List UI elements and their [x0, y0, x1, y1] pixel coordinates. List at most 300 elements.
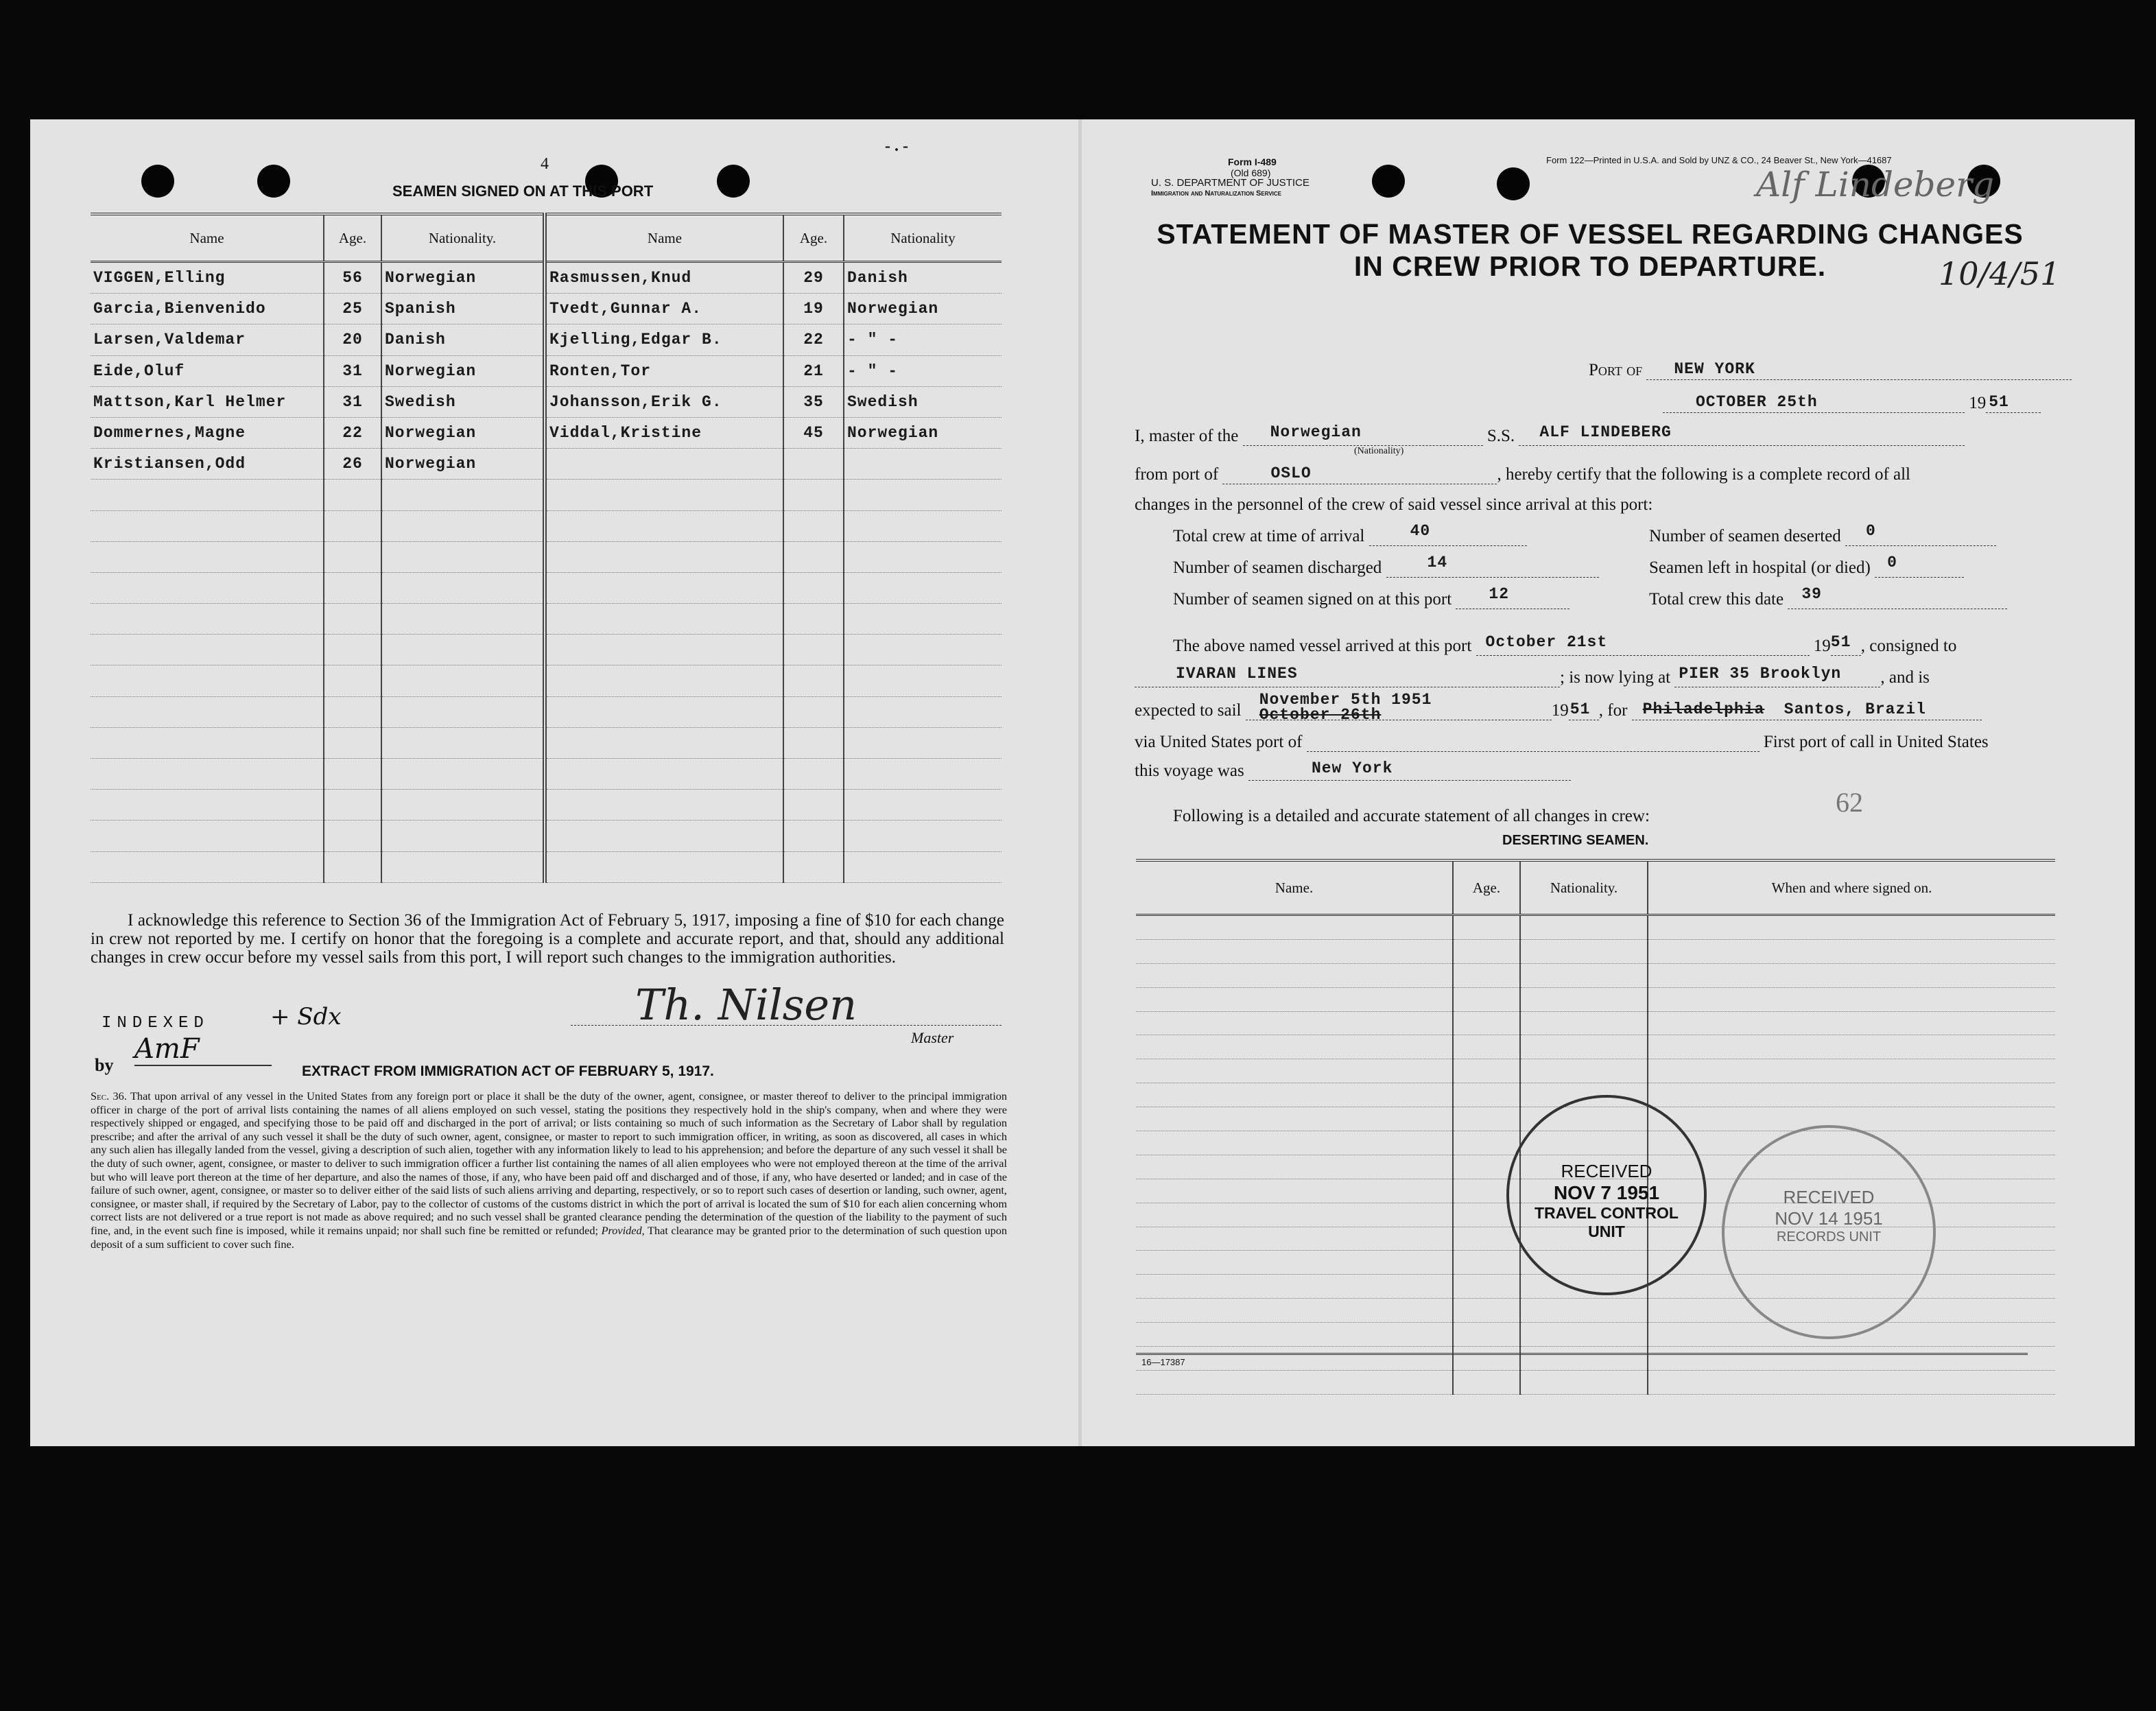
table-row-empty	[1136, 987, 2055, 1011]
footer-code: 16—17387	[1141, 1357, 1185, 1367]
certify-text: , hereby certify that the following is a complete record of all	[1497, 465, 1911, 484]
empty-cell	[545, 480, 783, 510]
table-row-empty	[91, 604, 1002, 635]
seaman-name: Johansson,Erik G.	[545, 386, 783, 417]
empty-cell	[545, 510, 783, 541]
empty-cell	[844, 727, 1002, 758]
seaman-nationality: Swedish	[381, 386, 545, 417]
seaman-name: Garcia,Bienvenido	[91, 294, 324, 324]
empty-cell	[783, 635, 844, 665]
empty-cell	[783, 541, 844, 572]
table-row-empty	[91, 696, 1002, 727]
port-of-label: Port of	[1589, 361, 1643, 379]
form-title-line-1: STATEMENT OF MASTER OF VESSEL REGARDING CHANGES	[1157, 218, 2024, 250]
arrived-label: The above named vessel arrived at this port	[1173, 637, 1472, 655]
seaman-nationality: Norwegian	[844, 417, 1002, 448]
empty-cell	[545, 727, 783, 758]
sail-year-prefix: 19	[1551, 701, 1569, 720]
empty-cell	[381, 604, 545, 635]
empty-cell	[324, 665, 381, 696]
seaman-age: 26	[324, 449, 381, 480]
empty-cell	[381, 696, 545, 727]
seaman-nationality	[844, 449, 1002, 480]
consignee-field	[1135, 665, 1560, 687]
via-label: via United States port of	[1135, 733, 1303, 751]
empty-cell	[844, 635, 1002, 665]
acknowledgement-text: I acknowledge this reference to Section 36 of the Immigration Act of February 5, 1917, imposing a fine of $10 for each change in crew not reported by me. I certify on honor that the foregoing is a complete and accurate report, and that, should any additional changes in crew occur before my vessel sails from this port, I will report such changes to the immigration authorities.	[91, 911, 1004, 967]
page-fold	[1078, 119, 1082, 1446]
nationality-caption: (Nationality)	[1354, 446, 1404, 456]
table-row-empty	[91, 759, 1002, 790]
column-header: Name	[91, 214, 324, 262]
empty-cell	[381, 851, 545, 882]
empty-cell	[1453, 1107, 1520, 1131]
arrived-year-value: 51	[1830, 633, 1851, 651]
empty-cell	[783, 821, 844, 851]
seaman-age	[783, 449, 844, 480]
table-row-empty	[91, 572, 1002, 603]
column-header: Nationality.	[381, 214, 545, 262]
empty-cell	[844, 510, 1002, 541]
punch-hole	[141, 165, 174, 198]
seaman-name: Dommernes,Magne	[91, 417, 324, 448]
empty-cell	[844, 821, 1002, 851]
total-crew-arrival-label: Total crew at time of arrival	[1173, 527, 1365, 545]
empty-cell	[545, 541, 783, 572]
master-of-the-label: I, master of the	[1135, 427, 1239, 445]
total-crew-date-value: 39	[1801, 585, 1822, 603]
table-row-empty	[1136, 963, 2055, 987]
deserting-title: DESERTING SEAMEN.	[1502, 833, 1649, 848]
seaman-nationality: Danish	[844, 262, 1002, 294]
empty-cell	[844, 480, 1002, 510]
empty-cell	[1648, 1011, 2055, 1035]
seaman-nationality: - " -	[844, 324, 1002, 355]
empty-cell	[1136, 1107, 1453, 1131]
empty-cell	[381, 480, 545, 510]
via-line	[1135, 733, 1989, 752]
empty-cell	[381, 572, 545, 603]
deserted-value: 0	[1866, 522, 1876, 540]
discharged-label: Number of seamen discharged	[1173, 558, 1382, 577]
date-line	[1663, 394, 2041, 413]
empty-cell	[91, 821, 324, 851]
discharged-field	[1386, 554, 1599, 578]
empty-cell	[1136, 1059, 1453, 1083]
empty-cell	[1520, 987, 1648, 1011]
empty-cell	[1136, 1083, 1453, 1107]
empty-cell	[1453, 1370, 1520, 1394]
table-row-empty	[91, 665, 1002, 696]
empty-cell	[1136, 939, 1453, 963]
hospital-field	[1875, 554, 1964, 578]
ship-name-field	[1519, 423, 1965, 446]
port-of-value: NEW YORK	[1674, 360, 1755, 378]
sail-year-value: 51	[1569, 700, 1591, 718]
section-36-body: That upon arrival of any vessel in the United States from any foreign port or place it shall be the duty of the owner, agent, consignee, or master thereof to deliver to the principal immigration officer in charge of the port of arrival lists containing the names of all aliens employed on such vessel, stating the positions they respectively hold in the ship's company, when and where they were respectively shipped or engaged, and specifying those to be paid off and discharged in the port of arrival; or lists containing so much of such information as the Secretary of Labor shall by regulation prescribe; and after the arrival of any such vessel it shall be the duty of such owner, agent, consignee, or master to report to such immigration officer, in writing, as soon as discovered, all cases in which any such alien has illegally landed from the vessel, giving a description of such alien, together with any information likely to lead to his apprehension; and before the departure of any such vessel it shall be the duty of such owner, agent, consignee, or master to deliver to such immigration officer a further list containing the names of all alien employees who were not employed thereon at the time of the arrival but who will leave port thereon at the time of her departure, and also the names of those, if any, who have been paid off and discharged and of those, if any, who have deserted or landed; and in case of the failure of such owner, agent, consignee, or master so to deliver either of the said lists of such aliens arriving and departing, respectively, or so to report such cases of desertion or landing, such owner, agent, consignee, or master shall, if required by the Secretary of Labor, pay to the collector of customs of the customs district in which the port of arrival is located the sum of $10 for each alien concerning whom correct lists are not delivered or a true report is not made as above required; and no such vessel shall be granted clearance pending the determination of the question of the liability to the payment of such fine, and, in the event such fine is imposed, while it remains unpaid; nor shall such fine be remitted or refunded;	[91, 1089, 1008, 1237]
lying-label: ; is now lying at	[1560, 668, 1671, 687]
seaman-nationality: Norwegian	[381, 417, 545, 448]
deserted-line	[1649, 522, 1996, 546]
empty-cell	[1136, 1299, 1453, 1323]
empty-cell	[545, 604, 783, 635]
empty-cell	[1453, 1275, 1520, 1299]
destination-value: Santos, Brazil	[1784, 700, 1926, 718]
handwritten-date: 10/4/51	[1939, 255, 2061, 292]
empty-cell	[91, 604, 324, 635]
empty-cell	[1453, 1251, 1520, 1275]
empty-cell	[1136, 987, 1453, 1011]
table-row-empty	[1136, 939, 2055, 963]
consigned-label: , consigned to	[1860, 637, 1957, 655]
discharged-value: 14	[1427, 554, 1448, 571]
empty-cell	[783, 696, 844, 727]
empty-cell	[1136, 1131, 1453, 1155]
table-row-empty	[91, 480, 1002, 510]
total-crew-date-label: Total crew this date	[1649, 590, 1784, 609]
form-title-line-2: IN CREW PRIOR TO DEPARTURE.	[1353, 250, 1827, 282]
handwritten-ship-name: Alf Lindeberg	[1756, 165, 1994, 204]
table-row	[91, 449, 1002, 480]
stamp-unit-label: TRAVEL CONTROL	[1535, 1204, 1679, 1222]
deserted-field	[1845, 522, 1996, 546]
empty-cell	[91, 790, 324, 821]
by-label: by	[95, 1055, 114, 1075]
empty-cell	[91, 851, 324, 882]
table-row	[91, 262, 1002, 294]
empty-cell	[1520, 963, 1648, 987]
empty-cell	[1520, 1323, 1648, 1347]
empty-cell	[324, 541, 381, 572]
destination-struck-value: Philadelphia	[1642, 700, 1765, 718]
column-header: Name	[545, 214, 783, 262]
master-of-line	[1135, 423, 1965, 446]
empty-cell	[1520, 939, 1648, 963]
seaman-name: Larsen,Valdemar	[91, 324, 324, 355]
empty-cell	[324, 821, 381, 851]
from-port-line	[1135, 465, 1910, 484]
empty-cell	[1520, 1059, 1648, 1083]
empty-cell	[1136, 1275, 1453, 1299]
empty-cell	[324, 727, 381, 758]
table-row-empty	[91, 727, 1002, 758]
table-row-empty	[91, 510, 1002, 541]
empty-cell	[1453, 939, 1520, 963]
table-row-empty	[1136, 1323, 2055, 1347]
lying-value: PIER 35 Brooklyn	[1679, 665, 1842, 683]
empty-cell	[91, 510, 324, 541]
empty-cell	[1648, 1035, 2055, 1059]
this-voyage-label: this voyage was	[1135, 762, 1244, 780]
top-scribble: - . -	[885, 137, 908, 155]
empty-cell	[1136, 1227, 1453, 1251]
empty-cell	[844, 665, 1002, 696]
seaman-nationality: Norwegian	[844, 294, 1002, 324]
table-row	[91, 386, 1002, 417]
empty-cell	[1136, 963, 1453, 987]
section-36-tail: That clearance may be granted prior to the determination of such question upon deposit of a sum sufficient to cover such fine.	[91, 1223, 1008, 1251]
empty-cell	[1648, 987, 2055, 1011]
hospital-value: 0	[1887, 554, 1897, 571]
table-row-empty	[1136, 1299, 2055, 1323]
empty-cell	[1136, 1035, 1453, 1059]
written-page-number: 62	[1836, 787, 1863, 818]
this-voyage-line	[1135, 759, 1571, 781]
arrived-year-prefix: 19	[1813, 637, 1831, 655]
expected-struck-value: October 26th	[1259, 706, 1382, 724]
section-36-label: Sec. 36.	[91, 1089, 127, 1102]
extract-title: EXTRACT FROM IMMIGRATION ACT OF FEBRUARY 5, 1917.	[302, 1063, 714, 1079]
from-port-label: from port of	[1135, 465, 1219, 484]
table-header-row	[1136, 860, 2055, 915]
section-title: SEAMEN SIGNED ON AT THIS PORT	[392, 182, 654, 200]
seaman-nationality: Swedish	[844, 386, 1002, 417]
seaman-age: 22	[324, 417, 381, 448]
seaman-age: 29	[783, 262, 844, 294]
punch-hole	[717, 165, 750, 198]
total-crew-arrival-field	[1369, 522, 1527, 546]
empty-cell	[1520, 1011, 1648, 1035]
seaman-age: 31	[324, 355, 381, 386]
seamen-signed-on-table	[91, 213, 1002, 883]
empty-cell	[324, 851, 381, 882]
seaman-nationality: Norwegian	[381, 262, 545, 294]
date-value: OCTOBER 25th	[1696, 393, 1818, 411]
empty-cell	[844, 790, 1002, 821]
seaman-nationality: Norwegian	[381, 449, 545, 480]
empty-cell	[783, 727, 844, 758]
empty-cell	[91, 665, 324, 696]
section-36-provided: Provided,	[601, 1223, 645, 1237]
seaman-name: VIGGEN,Elling	[91, 262, 324, 294]
empty-cell	[1453, 963, 1520, 987]
table-row-empty	[91, 541, 1002, 572]
from-port-field	[1222, 466, 1497, 484]
signed-on-value: 12	[1489, 585, 1510, 603]
empty-cell	[1520, 1035, 1648, 1059]
from-port-value: OSLO	[1270, 464, 1312, 482]
stamp-received-label: RECEIVED	[1561, 1161, 1652, 1181]
expected-value: November 5th 1951	[1259, 691, 1432, 709]
seaman-name: Kjelling,Edgar B.	[545, 324, 783, 355]
seaman-name	[545, 449, 783, 480]
empty-cell	[844, 541, 1002, 572]
empty-cell	[1136, 1323, 1453, 1347]
empty-cell	[1453, 1035, 1520, 1059]
empty-cell	[1648, 915, 2055, 940]
empty-cell	[1648, 963, 2055, 987]
empty-cell	[1520, 915, 1648, 940]
form-old-number: (Old 689)	[1231, 167, 1271, 178]
deserted-label: Number of seamen deserted	[1649, 527, 1841, 545]
seaman-age: 19	[783, 294, 844, 324]
column-header: Nationality	[844, 214, 1002, 262]
arrived-year-field	[1830, 633, 1861, 656]
empty-cell	[91, 572, 324, 603]
table-row-empty	[1136, 1347, 2055, 1371]
empty-cell	[783, 480, 844, 510]
expected-field	[1246, 691, 1552, 724]
printer-note: Form 122—Printed in U.S.A. and Sold by UNZ & CO., 24 Beaver St., New York—41687	[1546, 155, 1892, 165]
empty-cell	[381, 665, 545, 696]
seaman-name: Viddal,Kristine	[545, 417, 783, 448]
empty-cell	[1453, 987, 1520, 1011]
page-number: 4	[541, 155, 549, 173]
empty-cell	[91, 696, 324, 727]
empty-cell	[91, 480, 324, 510]
empty-cell	[91, 759, 324, 790]
empty-cell	[1520, 1299, 1648, 1323]
empty-cell	[783, 604, 844, 635]
stamp-unit-label-2: UNIT	[1588, 1223, 1625, 1240]
punch-hole	[1497, 167, 1530, 200]
punch-hole	[1372, 165, 1405, 198]
year-prefix: 19	[1969, 394, 1987, 412]
empty-cell	[324, 510, 381, 541]
table-row	[91, 324, 1002, 355]
form-number: Form I-489	[1228, 156, 1277, 167]
column-header: Age.	[324, 214, 381, 262]
table-row	[91, 294, 1002, 324]
arrived-field	[1476, 633, 1810, 656]
seaman-age: 25	[324, 294, 381, 324]
empty-cell	[844, 759, 1002, 790]
total-crew-date-field	[1788, 585, 2007, 609]
records-unit-stamp	[1722, 1125, 1936, 1339]
this-voyage-field	[1248, 759, 1571, 781]
column-header: Name.	[1136, 860, 1453, 915]
empty-cell	[1453, 915, 1520, 940]
signed-on-field	[1456, 585, 1569, 609]
seaman-name: Eide,Oluf	[91, 355, 324, 386]
by-initials: AmF	[134, 1033, 272, 1066]
empty-cell	[783, 665, 844, 696]
stamp-received-label: RECEIVED	[1783, 1187, 1875, 1207]
empty-cell	[324, 696, 381, 727]
empty-cell	[1453, 1299, 1520, 1323]
empty-cell	[381, 790, 545, 821]
seaman-name: Kristiansen,Odd	[91, 449, 324, 480]
indexed-stamp: INDEXED	[102, 1014, 209, 1032]
empty-cell	[1648, 1370, 2055, 1394]
empty-cell	[783, 759, 844, 790]
empty-cell	[1136, 1179, 1453, 1203]
empty-cell	[783, 572, 844, 603]
stamp-date: NOV 7 1951	[1553, 1182, 1660, 1203]
empty-cell	[1136, 1155, 1453, 1179]
empty-cell	[844, 604, 1002, 635]
table-row-empty	[91, 635, 1002, 665]
empty-cell	[844, 572, 1002, 603]
ss-label: S.S.	[1486, 427, 1515, 445]
seaman-nationality: - " -	[844, 355, 1002, 386]
empty-cell	[324, 790, 381, 821]
seaman-age: 56	[324, 262, 381, 294]
empty-cell	[1136, 1251, 1453, 1275]
empty-cell	[381, 510, 545, 541]
empty-cell	[91, 541, 324, 572]
seaman-age: 35	[783, 386, 844, 417]
empty-cell	[1648, 1059, 2055, 1083]
empty-cell	[545, 759, 783, 790]
table-row-empty	[1136, 1035, 2055, 1059]
table-row-empty	[91, 821, 1002, 851]
seaman-age: 45	[783, 417, 844, 448]
signed-on-line	[1173, 585, 1569, 609]
empty-cell	[1453, 1083, 1520, 1107]
nationality-value: Norwegian	[1270, 423, 1362, 441]
seaman-name: Mattson,Karl Helmer	[91, 386, 324, 417]
table-row	[91, 417, 1002, 448]
punch-hole	[257, 165, 290, 198]
seaman-nationality: Spanish	[381, 294, 545, 324]
empty-cell	[1136, 915, 1453, 940]
arrived-value: October 21st	[1485, 633, 1608, 651]
column-header: Age.	[783, 214, 844, 262]
indexed-handwriting: + Sdx	[270, 1003, 342, 1030]
first-port-label: First port of call in United States	[1763, 733, 1989, 751]
empty-cell	[91, 635, 324, 665]
seaman-name: Ronten,Tor	[545, 355, 783, 386]
empty-cell	[545, 696, 783, 727]
empty-cell	[1520, 1347, 1648, 1371]
empty-cell	[1453, 1131, 1520, 1155]
empty-cell	[1453, 1347, 1520, 1371]
table-row-empty	[91, 790, 1002, 821]
for-label: , for	[1598, 701, 1628, 720]
master-label: Master	[911, 1029, 954, 1046]
department-label: U. S. DEPARTMENT OF JUSTICE	[1151, 177, 1310, 189]
port-of-line	[1589, 361, 2072, 380]
table-row-empty	[1136, 915, 2055, 940]
ship-name-value: ALF LINDEBERG	[1539, 423, 1672, 441]
empty-cell	[381, 821, 545, 851]
stamp-unit-label: RECORDS UNIT	[1776, 1229, 1882, 1244]
seaman-age: 22	[783, 324, 844, 355]
expected-line	[1135, 691, 1982, 724]
table-row	[91, 355, 1002, 386]
year-value: 51	[1989, 393, 2009, 411]
year-field	[1986, 394, 2041, 413]
empty-cell	[381, 727, 545, 758]
empty-cell	[545, 635, 783, 665]
port-of-field	[1646, 362, 2072, 380]
empty-cell	[545, 821, 783, 851]
seaman-name: Rasmussen,Knud	[545, 262, 783, 294]
total-crew-arrival-line	[1173, 522, 1527, 546]
form-title	[1130, 218, 2050, 283]
nationality-field	[1243, 423, 1483, 446]
empty-cell	[1648, 939, 2055, 963]
empty-cell	[783, 510, 844, 541]
date-field	[1663, 394, 1965, 413]
empty-cell	[545, 790, 783, 821]
seaman-nationality: Danish	[381, 324, 545, 355]
table-header-row	[91, 214, 1002, 262]
expected-label: expected to sail	[1135, 701, 1242, 720]
hospital-line	[1649, 554, 1964, 578]
empty-cell	[1453, 1011, 1520, 1035]
seaman-name: Tvedt,Gunnar A.	[545, 294, 783, 324]
empty-cell	[545, 572, 783, 603]
empty-cell	[324, 759, 381, 790]
empty-cell	[1520, 1370, 1648, 1394]
consignee-line	[1135, 665, 1930, 687]
empty-cell	[324, 480, 381, 510]
empty-cell	[381, 759, 545, 790]
signed-on-label: Number of seamen signed on at this port	[1173, 590, 1452, 609]
empty-cell	[783, 790, 844, 821]
